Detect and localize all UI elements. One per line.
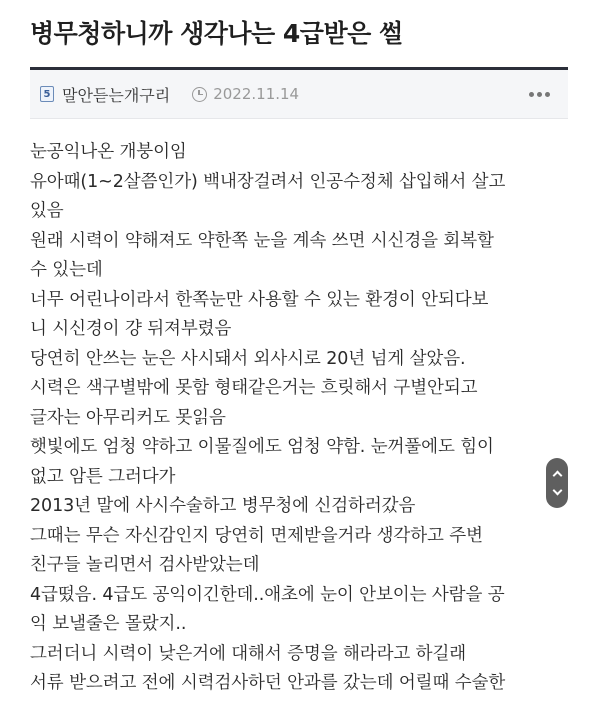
body-line: 수 있는데: [30, 260, 103, 280]
body-line: 없고 암튼 그러다가: [30, 466, 176, 487]
scroll-control[interactable]: [546, 458, 568, 508]
more-dot: [529, 92, 534, 97]
author-name[interactable]: 말안듣는개구리: [62, 85, 171, 105]
more-options-icon[interactable]: [529, 92, 550, 97]
user-level-badge: 5: [40, 86, 54, 102]
body-line: 친구들 놀리면서 검사받았는데: [30, 555, 260, 575]
body-line: 익 보낼줄은 몰랐지..: [30, 614, 187, 634]
body-line: 원래 시력이 약해져도 약한쪽 눈을 계속 쓰면 시신경을 회복할: [30, 230, 494, 251]
body-line: 당연히 안쓰는 눈은 사시돼서 외사시로 20년 넘게 살았음.: [30, 348, 466, 369]
more-dot: [537, 92, 542, 97]
clock-icon: [192, 87, 207, 102]
body-line: 너무 어린나이라서 한쪽눈만 사용할 수 있는 환경이 안되다보: [30, 289, 489, 310]
body-line: 눈공익나온 개붕이임: [30, 142, 187, 162]
post-meta-bar: [30, 67, 568, 119]
body-line: 글자는 아무리커도 못읽음: [30, 407, 226, 428]
body-line: 니 시신경이 걍 뒤져부렸음: [30, 319, 232, 339]
body-line: 그러더니 시력이 낮은거에 대해서 증명을 해라라고 하길래: [30, 643, 467, 664]
body-line: 2013년 말에 사시수술하고 병무청에 신검하러갔음: [30, 496, 416, 516]
body-line: 있음: [30, 201, 64, 221]
body-line: 햇빛에도 엄청 약하고 이물질에도 엄청 약함. 눈꺼풀에도 힘이: [30, 437, 494, 457]
chevron-up-icon[interactable]: [552, 471, 562, 481]
chevron-down-icon[interactable]: [552, 486, 562, 496]
post-body: [30, 138, 590, 699]
body-line: 유아때(1~2살쯤인가) 백내장걸려서 인공수정체 삽입해서 살고: [30, 171, 506, 192]
body-line: 서류 받으려고 전에 시력검사하던 안과를 갔는데 어릴때 수술한: [30, 673, 506, 693]
body-line: 그때는 무슨 자신감인지 당연히 면제받을거라 생각하고 주변: [30, 525, 483, 546]
body-line: 시력은 색구별밖에 못함 형태같은거는 흐릿해서 구별안되고: [30, 378, 478, 398]
post-title: 병무청하니까 생각나는 4급받은 썰: [30, 19, 403, 48]
body-line: 4급떴음. 4급도 공익이긴한데..애초에 눈이 안보이는 사람을 공: [30, 584, 505, 605]
more-dot: [545, 92, 550, 97]
post-date: 2022.11.14: [213, 85, 300, 103]
